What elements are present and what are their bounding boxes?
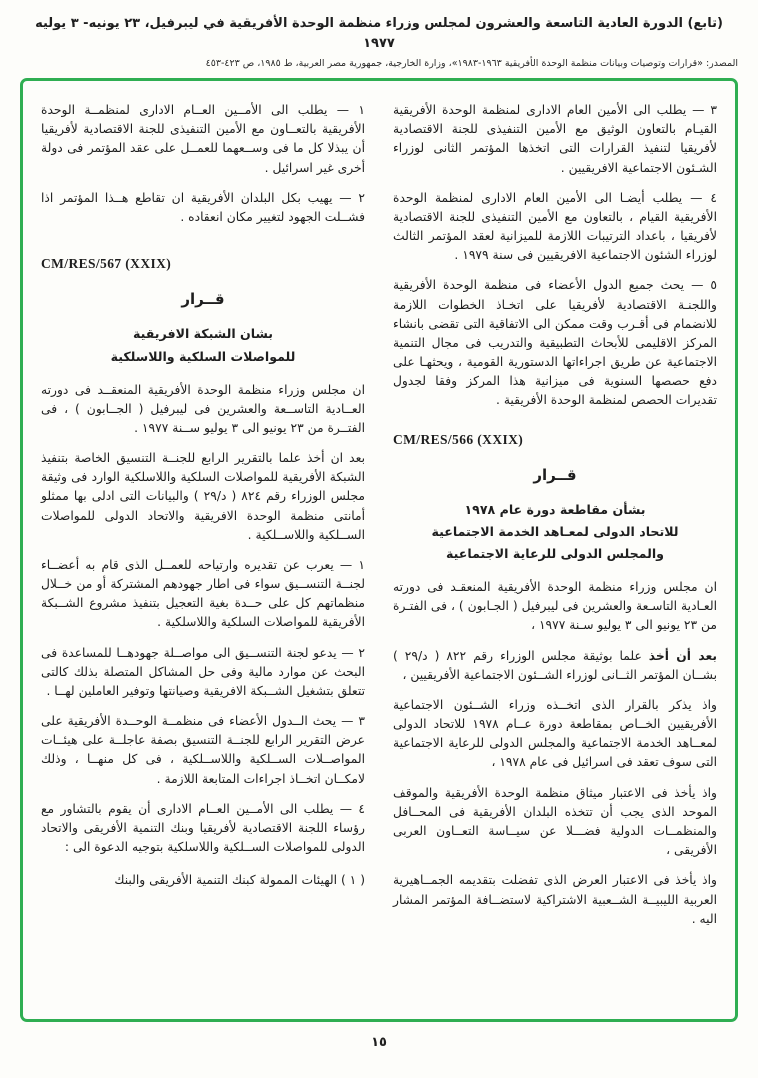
resolution-code-567: CM/RES/567 (XXIX) [41, 256, 172, 272]
preamble-charter: واذ يأخذ فى الاعتبار ميثاق منظمة الوحدة الأفريقية والموقف الموحد الذى يجب أن تتخذه البلدان الأفريقية فى المحــافل والمنظمــات الدولية فضـــلا عن سيــاسة التعــاون العربى الأفريقى ، [393, 785, 717, 858]
preamble-offer: واذ يأخذ فى الاعتبار العرض الذى تفضلت بتقديمه الجمــاهيرية العربية الليبيــة الشــعبية الاشتراكية لاستضــافة المؤتمر المشار اليه . [393, 873, 717, 926]
resolution-heading-566: قــرار [533, 465, 577, 484]
operative-paragraph-1: ١ — يطلب الى الأمــين العــام الادارى لمنظمــة الوحدة الأفريقية بالتعــاون مع الأمين التنفيذى للجنة الاقتصادية لأفريقيا أن يبذلا كل ما فى وســعهما للعمــل على عقد المؤتمر فى دولة أخرى غير اسرائيل . [41, 103, 365, 175]
right-column [393, 101, 717, 1009]
preamble-rest: علما بوثيقة مجلس الوزراء رقم ٨٢٢ ( د/٢٩ ) بشــان المؤتمر الثــانى لوزراء الشــئون الاجتماعية الأفريقيين ، [393, 648, 717, 682]
page-header [0, 0, 758, 69]
resolution-subtitle-566 [393, 499, 717, 565]
resolution-subtitle-567 [41, 323, 365, 367]
preamble-recalling: واذ يذكر بالقرار الذى اتخــذه وزراء الشــئون الاجتماعية الأفريقيين الخــاص بمقاطعة دورة عــام ١٩٧٨ للاتحاد الدولى لمعــاهد الخدمة الاجتماعية والمجلس الدولى للرعاية الاجتماعية التى سوف تعقد فى اسرائيل فى عام ١٩٧٨ ، [393, 697, 717, 770]
header-title: (تابع) الدورة العادية التاسعة والعشرون لمجلس وزراء منظمة الوحدة الأفريقية في ليبرفيل، ٢٣ يونيه- ٣ يوليه ١٩٧٧ [35, 16, 723, 51]
content-frame [20, 78, 738, 1022]
preamble-report: بعد ان أخذ علما بالتقرير الرابع للجنــة التنسيق الخاصة بتنفيذ الشبكة الأفريقية للمواصلات السلكية واللاسلكية الوارد فى وثيقة مجلس الوزراء رقم ٨٢٤ ( د/٢٩ ) والبيانات التى ادلى بها ممثلو أمانتى منظمة الوحدة الافريقية والاتحاد الدولى للمواصلات الســلكية واللاســلكية . [41, 451, 366, 542]
operative-paragraph-4: ٤ — يطلب أيضـا الى الأمين العام الادارى لمنظمة الوحدة الأفريقية القيام ، بالتعاون مع الأمين التنفيذى للجنة الاقتصادية لأفريقيا ، باعداد الترتيبات اللازمة للميزانية لعقد المؤتمر الثالث لوزراء الشئون الاجتماعية الافريقيين فى سنة ١٩٧٩ . [393, 190, 717, 263]
preamble-having-noted [393, 647, 717, 685]
resolution-heading-567: قــرار [181, 290, 225, 309]
page-number: ١٥ [371, 1035, 387, 1050]
page-footer [0, 1031, 758, 1050]
left-column [41, 101, 365, 1009]
subtitle-line-3: والمجلس الدولى للرعاية الاجتماعية [446, 546, 664, 562]
operative-telecom-4: ٤ — يطلب الى الأمــين العــام الادارى أن يقوم بالتشاور مع رؤساء اللجنة الاقتصادية لأفريقيا وبنك التنمية الأفريقى والاتحاد الدولى للمواصلات الســلكية واللاسلكية بتوجيه الدعوة الى : [41, 801, 365, 855]
operative-paragraph-2: ٢ — يهيب بكل البلدان الأفريقية ان تقاطع هــذا المؤتمر اذا فشــلت الجهود لتغيير مكان انعقاده . [41, 190, 365, 224]
operative-telecom-1: ١ — يعرب عن تقديره وارتياحه للعمــل الذى قام به أعضــاء لجنــة التنســيق سواء فى اطار جهودهم المشتركة أو من خــلال منظماتهم كل على حــدة بغية التعجيل بتنفيذ مشروع الشــبكة الأفريقية للمواصلات السلكية واللاسلكية . [41, 557, 365, 630]
resolution-code-566: CM/RES/566 (XXIX) [393, 431, 524, 447]
subtitle-line-1: بشان الشبكة الافريقية [132, 326, 274, 342]
two-column-layout [41, 101, 717, 1009]
footnote-line: ( ١ ) الهيئات الممولة كبنك التنمية الأفريقى والبنك [114, 873, 365, 888]
operative-telecom-3: ٣ — يحث الــدول الأعضاء فى منظمــة الوحــدة الأفريقية على عرض التقرير الرابع للجنــة التنسيق بصفة عاجلــة على هيئــات المواصــلات الســلكية واللاســلكية ، فى كل منهــا ، وذلك لامكــان اتخــاذ اجراءات المتابعة اللازمة . [41, 714, 365, 786]
preamble-lead: بعد أن أخذ [648, 648, 717, 663]
preamble-session: ان مجلس وزراء منظمة الوحدة الأفريقية المنعقــد فى دورته العــادية التاســعة والعشرين فى ليبرفيل ( الجــابون ) ، فى الفتــرة من ٢٣ يونيو الى ٣ يوليو ســنة ١٩٧٧ . [41, 382, 365, 435]
preamble-session: ان مجلس وزراء منظمة الوحدة الأفريقية المنعقـد فى دورته العـادية التاسـعة والعشرين فى ليبرفيل ( الجـابون ) ، فى الفتـرة من ٢٣ يونيو الى ٣ يوليو سـنة ١٩٧٧ ، [393, 580, 717, 633]
subtitle-line-1: بشأن مقاطعة دورة عام ١٩٧٨ [464, 502, 646, 518]
operative-paragraph-5: ٥ — يحث جميع الدول الأعضاء فى منظمة الوحدة الأفريقية واللجنـة الاقتصادية لأفريقيا على اتخـاذ الخطوات اللازمة للانضمام فى أقـرب وقت ممكن الى الاتفاقية التى تقضى بانشاء المركز الاقليمى للأبحاث التطبيقية والتدريب فى مجال التنمية الاجتماعية عن طريق اجراءاتها الدستورية القومية ، ويحثهـا على دفع حصصها السنوية فى ميزانية هذا المركز وفقا لجدول تقديرات الحصص لمنظمة الوحدة الأفريقية . [393, 278, 717, 408]
header-source: المصدر: «قرارات وتوصيات وبيانات منظمة الوحدة الأفريقية ١٩٦٣-١٩٨٣»، وزارة الخارجية، جمهورية مصر العربية، ط ١٩٨٥، ص ٤٢٣-٤٥٣ [205, 58, 738, 69]
operative-telecom-2: ٢ — يدعو لجنة التنســيق الى مواصــلة جهودهــا للمساعدة فى البحث عن موارد مالية وفى حل المشاكل المتصلة بذلك كالتى تتعلق بتشغيل الشــبكة الافريقية وصيانتها وتوفير العاملين لهــا . [41, 645, 365, 698]
subtitle-line-2: للاتحاد الدولى لمعـاهد الخدمة الاجتماعية [431, 524, 679, 540]
operative-paragraph-3: ٣ — يطلب الى الأمين العام الادارى لمنظمة الوحدة الأفريقية القيـام بالتعاون الوثيق مع الأمين التنفيذى للجنة الاقتصادية لأفريقيا لتنفيذ القرارات التى اتخذها المؤتمر الثانى لوزراء الشـئون الاجتماعية الافريقيين . [393, 103, 717, 175]
subtitle-line-2: للمواصلات السلكية واللاسلكية [110, 348, 296, 364]
